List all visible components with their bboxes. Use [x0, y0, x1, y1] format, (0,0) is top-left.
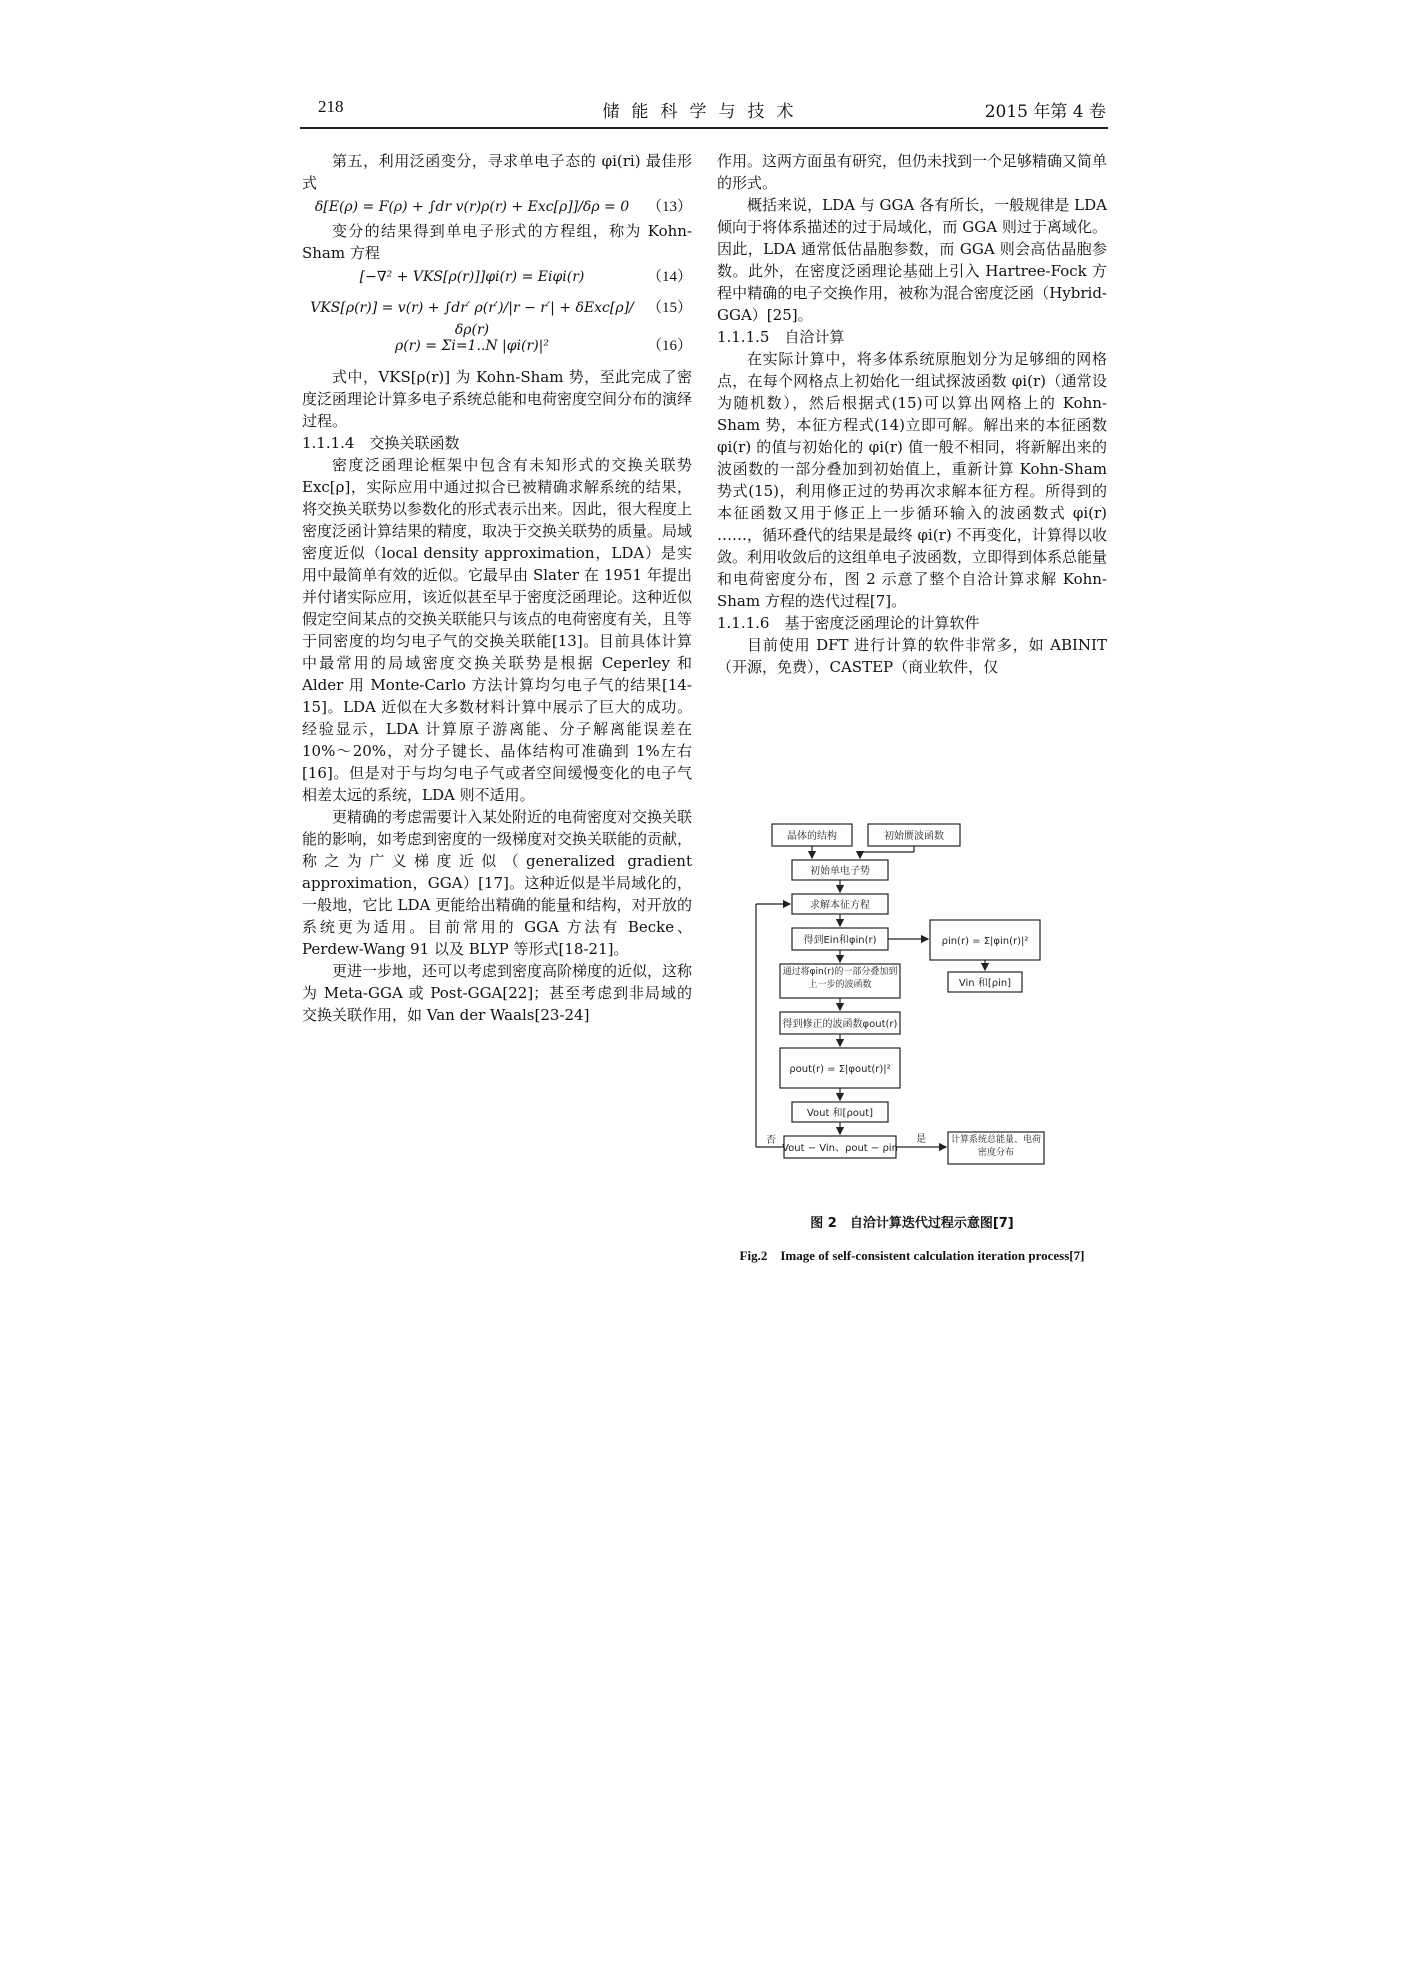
equation-13: δ[E(ρ) = F(ρ) + ∫dr v(r)ρ(r) + Exc[ρ]]/δρ = 0 （13）: [314, 199, 692, 215]
paragraph: 在实际计算中，将多体系统原胞划分为足够细的网格点，在每个网格点上初始化一组试探波函数 φi(r)（通常设为随机数），然后根据式(15)可以算出网格上的 Kohn-Sham 势，本征方程式(14)立即可解。解出来的本征函数 φi(r) 的值与初始化的 φi(r) 值一般不相同，将新解出来的波函数的一部分叠加到初始值上，重新计算 Kohn-Sham 势式(15)，利用修正过的势再次求解本征方程。所得到的本征函数又用于修正上一步循环输入的波函数式 φi(r) ……，循环叠代的结果是最终 φi(r) 不再变化，计算得以收敛。利用收敛后的这组单电子波函数，立即得到体系总能量和电荷密度分布，图 2 示意了整个自洽计算求解 Kohn-Sham 方程的迭代过程[7]。: [717, 350, 1108, 610]
box-mix-label: 通过将φin(r)的一部分叠加到上一步的波函数: [782, 967, 898, 990]
label-no: 否: [766, 1135, 776, 1146]
box-pseudo-label: 初始赝波函数: [884, 831, 944, 842]
box-corr-label: 得到修正的波函数φout(r): [782, 1019, 898, 1030]
paragraph: 目前使用 DFT 进行计算的软件非常多，如 ABINIT（开源，免费），CASTEP（商业软件，仅: [717, 636, 1107, 676]
box-final-label: 计算系统总能量、电荷密度分布: [950, 1135, 1041, 1158]
paragraph: 更进一步地，还可以考虑到密度高阶梯度的近似，这称为 Meta-GGA 或 Post-GGA[22]；甚至考虑到非局域的交换关联作用，如 Van der Waals[23-24]: [302, 962, 693, 1024]
equation-15: VKS[ρ(r)] = v(r) + ∫dr′ ρ(r′)/|r − r′| + δExc[ρ]/δρ(r) （15）: [310, 300, 692, 338]
journal-title: 储能科学与技术: [602, 102, 806, 122]
box-rho-out-label: ρout(r) = Σ|φout(r)|²: [789, 1064, 891, 1075]
figure-caption-en: Fig.2 Image of self-consistent calculation iteration process[7]: [739, 1248, 1085, 1263]
equation-14: [−∇² + VKS[ρ(r)]]φi(r) = Eiφi(r) （14）: [359, 269, 692, 285]
paragraph: 更精确的考虑需要计入某处附近的电荷密度对交换关联能的影响，如考虑到密度的一级梯度对交换关联能的贡献，称之为广义梯度近似（generalized gradient approximation，GGA）[17]。这种近似是半局域化的，一般地，它比 LDA 更能给出精确的能量和结构，对开放的系统更为适用。目前常用的 GGA 方法有 Becke、Perdew-Wang 91 以及 BLYP 等形式[18-21]。: [302, 808, 693, 958]
box-vout-label: Vout 和[ρout]: [806, 1108, 874, 1119]
paragraph: 第五，利用泛函变分，寻求单电子态的 φi(ri) 最佳形式: [302, 152, 692, 192]
year-volume: 2015 年第 4 卷: [984, 102, 1106, 122]
box-vin-label: Vin 和[ρin]: [958, 978, 1012, 989]
section-heading-1115: 1.1.1.5 自洽计算: [717, 328, 845, 346]
label-yes: 是: [916, 1134, 926, 1145]
paragraph: 变分的结果得到单电子形式的方程组，称为 Kohn-Sham 方程: [302, 222, 692, 262]
figure-caption-cn: 图 2 自洽计算迭代过程示意图[7]: [810, 1216, 1014, 1231]
flowchart-figure: [750, 818, 1080, 1198]
box-solve-label: 求解本征方程: [810, 900, 870, 911]
paragraph: 式中，VKS[ρ(r)] 为 Kohn-Sham 势，至此完成了密度泛函理论计算多电子系统总能和电荷密度空间分布的演绎过程。: [302, 368, 693, 430]
flowchart-diagram: [750, 818, 1080, 1198]
running-header: [300, 97, 1108, 129]
left-column: [302, 150, 692, 1026]
right-column: [717, 150, 1107, 678]
paragraph: 密度泛函理论框架中包含有未知形式的交换关联势 Exc[ρ]，实际应用中通过拟合已被精确求解系统的结果，将交换关联势以参数化的形式表示出来。因此，很大程度上密度泛函计算结果的精度，取决于交换关联势的质量。局域密度近似（local density approximation，LDA）是实用中最简单有效的近似。它最早由 Slater 在 1951 年提出并付诸实际应用，该近似甚至早于密度泛函理论。这种近似假定空间某点的交换关联能只与该点的电荷密度有关，且等于同密度的均匀电子气的交换关联能[13]。目前具体计算中最常用的局域密度交换关联势是根据 Ceperley 和 Alder 用 Monte-Carlo 方法计算均匀电子气的结果[14-15]。LDA 近似在大多数材料计算中展示了巨大的成功。经验显示，LDA 计算原子游离能、分子解离能误差在 10%～20%，对分子键长、晶体结构可准确到 1%左右[16]。但是对于与均匀电子气或者空间缓慢变化的电子气相差太远的系统，LDA 则不适用。: [302, 456, 693, 804]
paragraph: 概括来说，LDA 与 GGA 各有所长，一般规律是 LDA 倾向于将体系描述的过于局域化，而 GGA 则过于离域化。因此，LDA 通常低估晶胞参数，而 GGA 则会高估晶胞参数。此外，在密度泛函理论基础上引入 Hartree-Fock 方程中精确的电子交换作用，被称为混合密度泛函（Hybrid-GGA）[25]。: [717, 196, 1107, 324]
box-crystal-label: 晶体的结构: [787, 831, 837, 842]
box-check-label: Vout − Vin、ρout − ρin: [782, 1143, 898, 1154]
box-get-label: 得到Ein和φin(r): [803, 935, 877, 946]
equation-16: ρ(r) = Σi=1..N |φi(r)|² （16）: [394, 338, 692, 354]
section-heading-1116: 1.1.1.6 基于密度泛函理论的计算软件: [717, 614, 980, 632]
box-init-label: 初始单电子势: [810, 866, 870, 877]
paragraph: 作用。这两方面虽有研究，但仍未找到一个足够精确又简单的形式。: [717, 152, 1108, 192]
page-number: 218: [318, 97, 344, 116]
section-heading-1114: 1.1.1.4 交换关联函数: [302, 434, 460, 452]
box-rho-in-label: ρin(r) = Σ|φin(r)|²: [941, 936, 1029, 947]
